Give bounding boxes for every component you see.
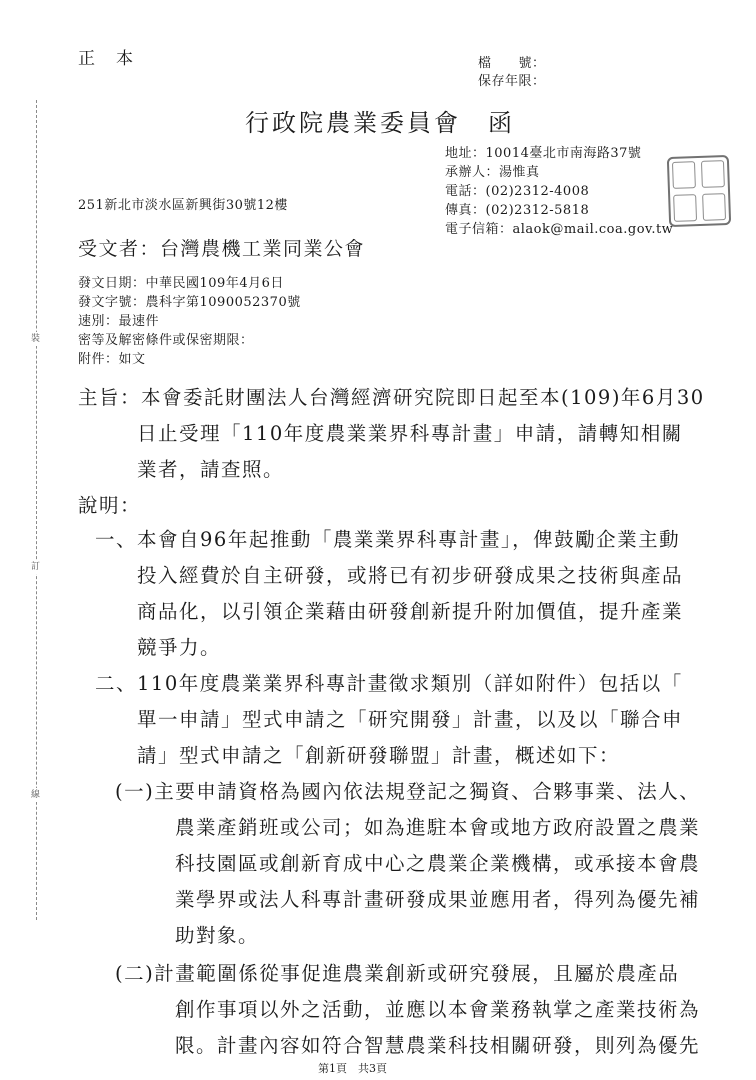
sub-item-2-line-2: 創作事項以外之活動，並應以本會業務執掌之產業技術為 <box>175 998 701 1021</box>
reference-number: 發文字號：農科字第1090052370號 <box>78 295 301 310</box>
item-2-line-1: 二、110年度農業業界科專計畫徵求類別（詳如附件）包括以「 <box>95 672 683 695</box>
item-1-line-3: 商品化，以引領企業藉由研發創新提升附加價值，提升產業 <box>137 600 684 623</box>
item-1-line-1: 一、本會自96年起推動「農業業界科專計畫」，俾鼓勵企業主動 <box>95 528 681 551</box>
sub-item-1-line-3: 科技園區或創新育成中心之農業企業機構，或承接本會農 <box>175 852 701 875</box>
attachment: 附件：如文 <box>78 352 146 367</box>
item-1-line-4: 競爭力。 <box>137 636 222 659</box>
sub-item-1-line-5: 助對象。 <box>175 924 260 947</box>
file-number-label: 檔 號： <box>478 56 546 71</box>
sub-item-2-line-3: 限。計畫內容如符合智慧農業科技相關研發，則列為優先 <box>175 1034 701 1057</box>
sub-item-1-line-1: (一)主要申請資格為國內依法規登記之獨資、合夥事業、法人、 <box>115 780 701 803</box>
sender-fax: 傳真：(02)2312-5818 <box>445 203 590 218</box>
binding-mark-xian: 線 <box>31 790 41 800</box>
sender-email: 電子信箱：alaok@mail.coa.gov.tw <box>445 222 674 237</box>
recipient: 受文者：台灣農機工業同業公會 <box>78 238 366 260</box>
delivery-speed: 速別：最速件 <box>78 314 160 329</box>
page-footer: 第1頁 共3頁 <box>318 1062 387 1075</box>
official-seal-stamp <box>667 155 731 227</box>
recipient-address: 251新北市淡水區新興街30號12樓 <box>78 198 288 213</box>
item-2-line-3: 請」型式申請之「創新研發聯盟」計畫，概述如下： <box>137 744 621 767</box>
sender-phone: 電話：(02)2312-4008 <box>445 184 590 199</box>
subject-line-1: 主旨：本會委託財團法人台灣經濟研究院即日起至本(109)年6月30 <box>78 386 705 409</box>
sub-item-1-line-4: 業學界或法人科專計畫研發成果並應用者，得列為優先補 <box>175 888 701 911</box>
issue-date: 發文日期：中華民國109年4月6日 <box>78 276 284 291</box>
sub-item-2-line-1: (二)計畫範圍係從事促進農業創新或研究發展，且屬於農產品 <box>115 962 680 985</box>
sub-item-1-line-2: 農業產銷班或公司；如為進駐本會或地方政府設置之農業 <box>175 816 701 839</box>
secrecy-level: 密等及解密條件或保密期限： <box>78 333 254 348</box>
item-1-line-2: 投入經費於自主研發，或將已有初步研發成果之技術與產品 <box>137 564 684 587</box>
contact-person: 承辦人：湯惟真 <box>445 165 540 180</box>
subject-line-3: 業者，請查照。 <box>137 458 285 481</box>
subject-line-2: 日止受理「110年度農業業界科專計畫」申請，請轉知相關 <box>137 422 683 445</box>
retention-period-label: 保存年限： <box>478 74 546 89</box>
sender-address: 地址：10014臺北市南海路37號 <box>445 146 642 161</box>
binding-mark-zhuang: 裝 <box>31 334 41 344</box>
item-2-line-2: 單一申請」型式申請之「研究開發」計畫，以及以「聯合申 <box>137 708 684 731</box>
agency-title: 行政院農業委員會 函 <box>245 109 515 137</box>
explanation-label: 說明： <box>78 494 142 517</box>
binding-mark-ding: 訂 <box>31 562 41 572</box>
copy-label: 正 本 <box>78 49 135 69</box>
